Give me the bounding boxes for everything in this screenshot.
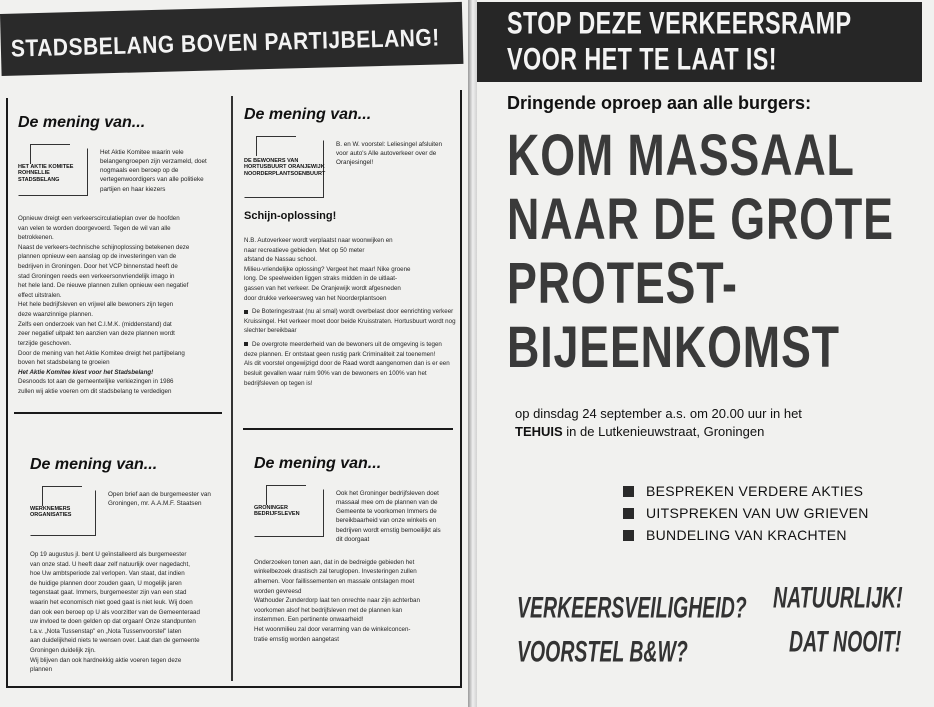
werknemers-logo: WERKNEMERS ORGANISATIES [30,490,96,536]
section-intro: B. en W. voorstel: Leliesingel afsluiten voor auto's Alle autoverkeer over de Oranjesingel! [336,141,443,167]
section-heading: De mening van... [30,456,158,473]
appeal-heading: Dringende oproep aan alle burgers: [507,93,812,113]
headline-line-2: NAAR DE GROTE [507,187,894,252]
meeting-details: op dinsdag 24 september a.s. om 20.00 uur in het TEHUIS in de Lutkenieuwstraat, Groningen [515,406,802,439]
banner-line-2: VOOR HET TE LAAT IS! [507,42,777,77]
banner-line-1: STOP DEZE VERKEERSRAMP [507,6,852,41]
left-banner-text: STADSBELANG BOVEN PARTIJBELANG! [10,24,441,63]
section-subhead: Schijn-oplossing! [244,210,337,222]
section-body: Op 19 augustus jl. bent U geïnstalleerd als burgemeester van onze stad. U heeft daar zelf natuurlijk over nagedacht, hoe Uw ambtsperiode zal verlopen. Van staat, dat indien de huidige plannen door zouden gaan, U mogelijk jaren tegenstaat gaat. Immers, burgemeester zijn van een stad waarin het economisch niet goed gaat is niet leuk. Wij doen dan ook een beroep op U als voorzitter van de Gemeenteraad uw invloed te doen gelden op dat orgaan! Onze standpunten t.a.v. „Nota Tussenstap" en „Nota Tussenvoorstel" laten aan duidelijkheid niets te wensen over. Laat dan de gemeente Groningen duidelijk zijn. Wij blijven dan ook hardnekkig aktie voeren tegen deze plannen [30,551,200,674]
agenda-list [623,483,869,549]
section-intro: Open brief aan de burgemeester van Groningen, mr. A.A.M.F. Staatsen [108,491,211,508]
left-banner [0,2,463,76]
agenda-item: BESPREKEN VERDERE AKTIES [623,483,869,499]
section-intro: Ook het Groninger bedrijfsleven doet massaal mee om de plannen van de Gemeente te voorkomen Immers de bereikbaarheid van onze winkels en bedrijven wordt ernstig bemoeilijkt als dit doorgaat [336,490,441,543]
opinion-werknemers [30,456,225,675]
agenda-item: BUNDELING VAN KRACHTEN [623,527,869,543]
square-bullet-icon [623,530,634,541]
headline-line-1: KOM MASSAAL [507,123,855,188]
bullet-paragraph: De Boteringestraat (nu al smal) wordt overbelast door eenrichting verkeer Kruissingel. Het verkeer moet door beide Kruisstraten. Hortusbuurt wordt nog slechter bereikbaar [244,308,456,335]
bold-statement: Het Aktie Komitee kiest voor het Stadsbelang! [18,368,154,376]
opinion-aktie-komitee [18,114,223,397]
meeting-venue: TEHUIS [515,423,563,439]
section-body: Opnieuw dreigt een verkeerscirculatieplan over de hoofden van velen te worden doorgevoerd. Tegen de wil van alle betrokkenen. Naast de verkeers-technische schijnoplossing betekenen deze plannen opnieuw een aanslag op de investeringen van de bedrijven in Groningen. Door het VCP binnenstad heeft de stad Groningen reeds een verkeersonvriendelijk imago in het hele land. De nieuwe plannen zullen opnieuw een negatief effect uitstralen. Het hele bedrijfsleven en vrijwel alle bewoners zijn tegen deze waanzinnige plannen. Zelfs een onderzoek van het C.I.M.K. (middenstand) dat zeer negatief uitpakt ten aanzien van deze plannen wordt terzijde geschoven. Door de mening van het Aktie Komitee dreigt het partijbelang boven het stadsbelang te groeien Het Aktie Komitee kiest voor het Stadsbelang! Desnoods tot aan de gemeentelijke verkiezingen in 1986 zullen wij aktie voeren om dit stadsbelang te verdedigen [18,214,223,397]
bullet-paragraph: De overgrote meerderheid van de bewoners uit de omgeving is tegen deze plannen. Er ontstaat geen rustig park Criminaliteit zal toenemen! [244,341,442,358]
section-body: Onderzoeken tonen aan, dat in de bedreigde gebieden het winkelbezoek drastisch zal teruglopen. Investeringen zullen afnemen. Voor faillissementen en massale ontslagen moet worden gevreesd Wathouder Zunderdorp laat ten onrechte naar zijn achterban voorkomen alsof het bedrijfsleven met de plannen kan instemmen. Een pertinente onwaarheid! Het woonmilieu zal door verarming van de winkelconcen- tratie ernstig worden aangetast [254,558,420,643]
row-divider-right [243,428,453,430]
headline-line-3: PROTEST- [507,251,738,316]
slogan-answer-1: NATUURLIJK! [773,580,903,615]
frame-bottom [6,686,462,688]
section-heading: De mening van... [254,455,382,472]
square-bullet-icon [623,508,634,519]
frame-right [460,90,462,688]
opinion-bedrijfsleven [254,455,454,644]
right-banner [477,2,922,82]
aktie-komitee-logo: HET AKTIE KOMITEE ROHNELLIE STADSBELANG [18,148,88,196]
headline-line-4: BIJEENKOMST [507,315,840,380]
bedrijfsleven-logo: GRONINGER BEDRIJFSLEVEN [254,489,324,537]
slogan-question-2: VOORSTEL B&W? [517,634,688,669]
row-divider-left [14,412,222,414]
opinion-bewoners [244,106,456,388]
column-divider [231,96,233,681]
section-heading: De mening van... [244,106,372,123]
agenda-item: UITSPREKEN VAN UW GRIEVEN [623,505,869,521]
section-intro: Het Aktie Komitee waarin vele belangengroepen zijn verzameld, doet nogmaals een beroep op de vertegenwoordigers van alle politieke partijen en haar kiezers [100,149,207,193]
section-body: N.B. Autoverkeer wordt verplaatst naar woonwijken en naar recreatieve gebieden. Met op 50 meter afstand de Nassau school. Milieu-vriendelijke oplossing? Vergeet het maar! Nike groene long. De speelweiden liggen straks midden in de uitlaat- gassen van het verkeer. De Oranjewijk wordt afgesneden door drukke verkeersweg van het Noorderplantsoen De Boteringestraat (nu al smal) wordt overbelast door eenrichting verkeer Kruissingel. Het verkeer moet door beide Kruisstraten. Hortusbuurt wordt nog slechter bereikbaar De overgrote meerderheid van de bewoners uit de omgeving is tegen deze plannen. Er ontstaat geen rustig park Criminaliteit zal toenemen! Als dit voorstel ongewijzigd door de Raad wordt aangenomen dan is er een besluit gevallen waar ruim 90% van de bewoners en 100% van het bedrijfsleven op tegen is! [244,237,456,387]
frame-left [6,98,8,688]
section-heading: De mening van... [18,114,146,131]
bewoners-logo: DE BEWONERS VAN HORTUSBUURT ORANJEWIJK NOORDERPLANTSOENBUURT [244,140,324,198]
slogan-question-1: VERKEERSVEILIGHEID? [517,590,747,625]
slogan-answer-2: DAT NOOIT! [789,624,902,659]
square-bullet-icon [623,486,634,497]
right-page [477,0,934,707]
